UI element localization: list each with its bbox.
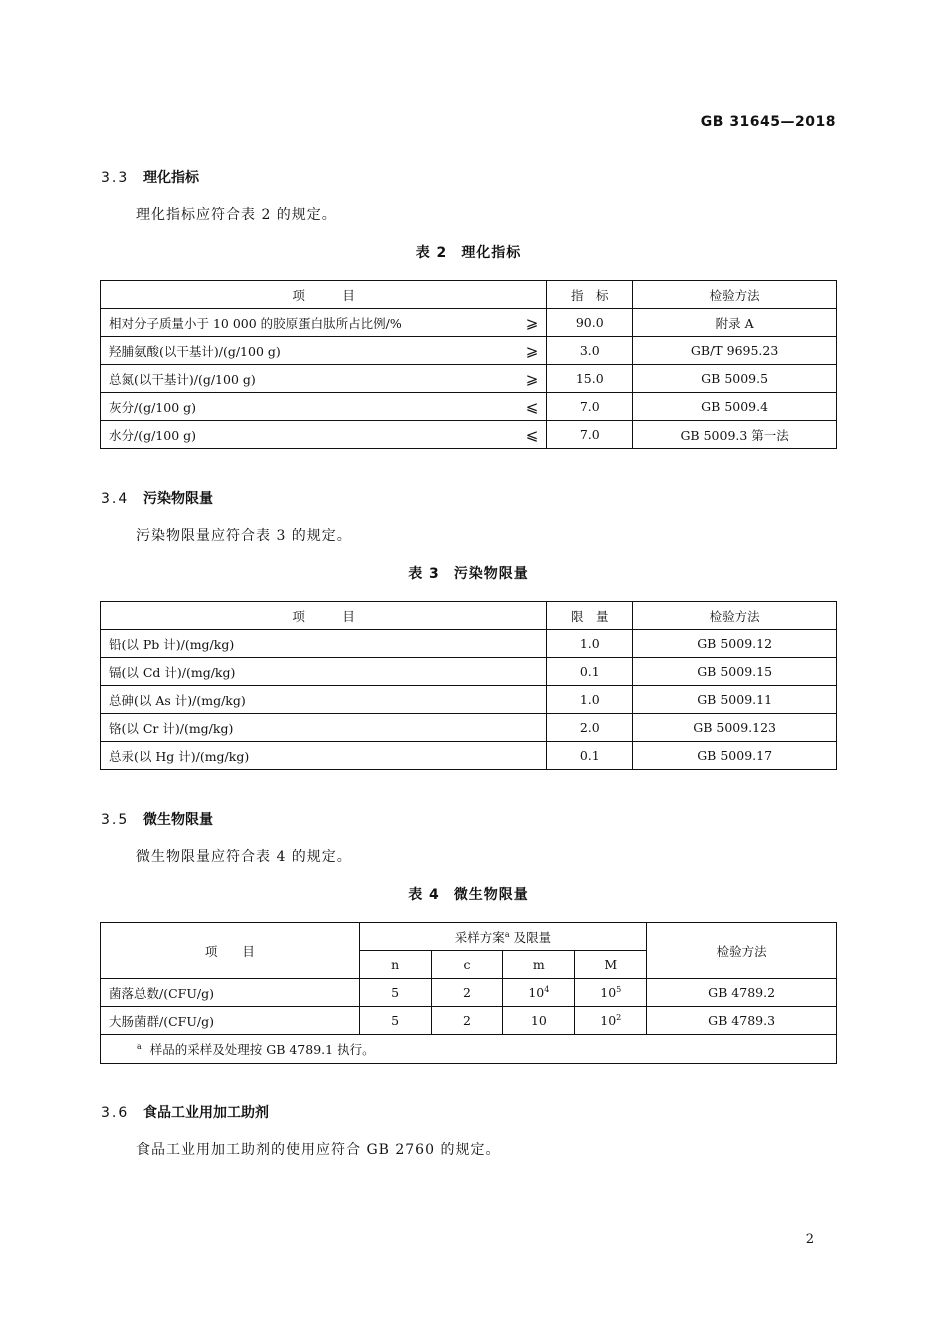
header-value: 限 量 xyxy=(547,602,633,630)
row-c: 2 xyxy=(431,1007,503,1035)
row-M-base: 10 xyxy=(600,985,617,1000)
table-2 xyxy=(100,280,837,449)
header-sampling-plan xyxy=(359,923,647,951)
row-m-base: 10 xyxy=(528,985,545,1000)
footnote-marker: a xyxy=(504,929,510,939)
caption-number: 表 3 xyxy=(408,566,440,582)
subheader-n: n xyxy=(359,951,431,979)
row-M xyxy=(575,1007,647,1035)
table-header-row xyxy=(101,281,837,309)
section-3-3-paragraph: 理化指标应符合表 2 的规定。 xyxy=(136,207,337,223)
row-method: GB 5009.5 xyxy=(633,365,837,393)
row-method: GB 5009.15 xyxy=(633,658,837,686)
row-item: 灰分/(g/100 g) xyxy=(109,399,197,415)
table-4 xyxy=(100,922,837,1064)
row-item: 水分/(g/100 g) xyxy=(109,427,197,443)
footnote-text: 样品的采样及处理按 GB 4789.1 执行。 xyxy=(149,1042,375,1057)
header-method: 检验方法 xyxy=(633,281,837,309)
table-row xyxy=(101,686,837,714)
caption-title: 微生物限量 xyxy=(453,887,529,903)
table-row xyxy=(101,393,837,421)
caption-number: 表 4 xyxy=(408,887,440,903)
table-row xyxy=(101,979,837,1007)
section-3-6-paragraph: 食品工业用加工助剂的使用应符合 GB 2760 的规定。 xyxy=(136,1142,501,1158)
section-3-6-heading xyxy=(101,1102,269,1122)
row-item: 铬(以 Cr 计)/(mg/kg) xyxy=(101,714,547,742)
row-value: 90.0 xyxy=(547,309,633,337)
row-value: 15.0 xyxy=(547,365,633,393)
row-item: 羟脯氨酸(以干基计)/(g/100 g) xyxy=(109,343,281,359)
header-value: 指 标 xyxy=(547,281,633,309)
row-method: GB/T 9695.23 xyxy=(633,337,837,365)
row-item-cell xyxy=(101,365,547,393)
table-footnote xyxy=(101,1035,837,1064)
table-row xyxy=(101,421,837,449)
footnote-marker: a xyxy=(137,1041,142,1051)
row-method: GB 5009.123 xyxy=(633,714,837,742)
row-item: 铅(以 Pb 计)/(mg/kg) xyxy=(101,630,547,658)
table-row xyxy=(101,742,837,770)
section-title: 理化指标 xyxy=(143,170,199,186)
table-row xyxy=(101,630,837,658)
row-method: GB 5009.12 xyxy=(633,630,837,658)
row-method: 附录 A xyxy=(633,309,837,337)
row-M-exp: 5 xyxy=(616,984,622,994)
row-value: 1.0 xyxy=(547,630,633,658)
header-item: 项 目 xyxy=(101,602,547,630)
row-item: 总砷(以 As 计)/(mg/kg) xyxy=(101,686,547,714)
section-number: 3.6 xyxy=(101,1105,130,1121)
row-n: 5 xyxy=(359,1007,431,1035)
table-row xyxy=(101,309,837,337)
row-item-cell xyxy=(101,337,547,365)
subheader-M: M xyxy=(575,951,647,979)
row-method: GB 5009.3 第一法 xyxy=(633,421,837,449)
header-plan-text: 采样方案 xyxy=(454,929,505,945)
row-method: GB 5009.11 xyxy=(633,686,837,714)
comparator: ⩽ xyxy=(525,425,539,444)
table-4-caption xyxy=(100,884,837,904)
row-M-base: 10 xyxy=(600,1013,617,1028)
row-item: 大肠菌群/(CFU/g) xyxy=(101,1007,360,1035)
row-m xyxy=(503,979,575,1007)
table-header-row xyxy=(101,923,837,951)
table-3-caption xyxy=(100,563,837,583)
row-item: 镉(以 Cd 计)/(mg/kg) xyxy=(101,658,547,686)
comparator: ⩾ xyxy=(525,313,539,332)
standard-code: GB 31645—2018 xyxy=(700,114,836,130)
row-value: 7.0 xyxy=(547,421,633,449)
row-item: 总汞(以 Hg 计)/(mg/kg) xyxy=(101,742,547,770)
section-3-4-paragraph: 污染物限量应符合表 3 的规定。 xyxy=(136,528,352,544)
header-method: 检验方法 xyxy=(647,923,837,979)
row-c: 2 xyxy=(431,979,503,1007)
row-m-exp: 4 xyxy=(544,984,550,994)
comparator: ⩽ xyxy=(525,397,539,416)
row-M xyxy=(575,979,647,1007)
row-m-base: 10 xyxy=(530,1013,547,1028)
row-item: 菌落总数/(CFU/g) xyxy=(101,979,360,1007)
table-2-caption xyxy=(100,242,837,262)
section-title: 微生物限量 xyxy=(143,812,213,828)
section-number: 3.5 xyxy=(101,812,130,828)
caption-title: 污染物限量 xyxy=(453,566,529,582)
row-method: GB 4789.2 xyxy=(647,979,837,1007)
row-method: GB 4789.3 xyxy=(647,1007,837,1035)
page-number: 2 xyxy=(805,1232,814,1247)
subheader-m: m xyxy=(503,951,575,979)
section-number: 3.3 xyxy=(101,170,130,186)
table-row xyxy=(101,714,837,742)
section-title: 食品工业用加工助剂 xyxy=(143,1105,269,1121)
section-3-3-heading xyxy=(101,167,199,187)
header-item: 项 目 xyxy=(101,281,547,309)
row-item-cell xyxy=(101,393,547,421)
row-M-exp: 2 xyxy=(616,1012,622,1022)
table-header-row xyxy=(101,602,837,630)
row-item: 相对分子质量小于 10 000 的胶原蛋白肽所占比例/% xyxy=(109,315,402,331)
row-value: 2.0 xyxy=(547,714,633,742)
caption-title: 理化指标 xyxy=(461,245,522,261)
section-number: 3.4 xyxy=(101,491,130,507)
section-3-4-heading xyxy=(101,488,213,508)
table-row xyxy=(101,337,837,365)
row-item-cell xyxy=(101,421,547,449)
row-n: 5 xyxy=(359,979,431,1007)
table-row xyxy=(101,658,837,686)
table-footnote-row xyxy=(101,1035,837,1064)
row-method: GB 5009.4 xyxy=(633,393,837,421)
comparator: ⩾ xyxy=(525,341,539,360)
row-value: 0.1 xyxy=(547,658,633,686)
section-3-5-heading xyxy=(101,809,213,829)
caption-number: 表 2 xyxy=(415,245,448,261)
row-value: 3.0 xyxy=(547,337,633,365)
row-method: GB 5009.17 xyxy=(633,742,837,770)
section-title: 污染物限量 xyxy=(143,491,213,507)
comparator: ⩾ xyxy=(525,369,539,388)
header-method: 检验方法 xyxy=(633,602,837,630)
table-3 xyxy=(100,601,837,770)
row-value: 1.0 xyxy=(547,686,633,714)
table-row xyxy=(101,1007,837,1035)
subheader-c: c xyxy=(431,951,503,979)
header-item: 项 目 xyxy=(101,923,360,979)
row-item-cell xyxy=(101,309,547,337)
section-3-5-paragraph: 微生物限量应符合表 4 的规定。 xyxy=(136,849,352,865)
header-plan-tail: 及限量 xyxy=(509,929,552,945)
row-m xyxy=(503,1007,575,1035)
row-value: 7.0 xyxy=(547,393,633,421)
row-item: 总氮(以干基计)/(g/100 g) xyxy=(109,371,256,387)
table-row xyxy=(101,365,837,393)
row-value: 0.1 xyxy=(547,742,633,770)
